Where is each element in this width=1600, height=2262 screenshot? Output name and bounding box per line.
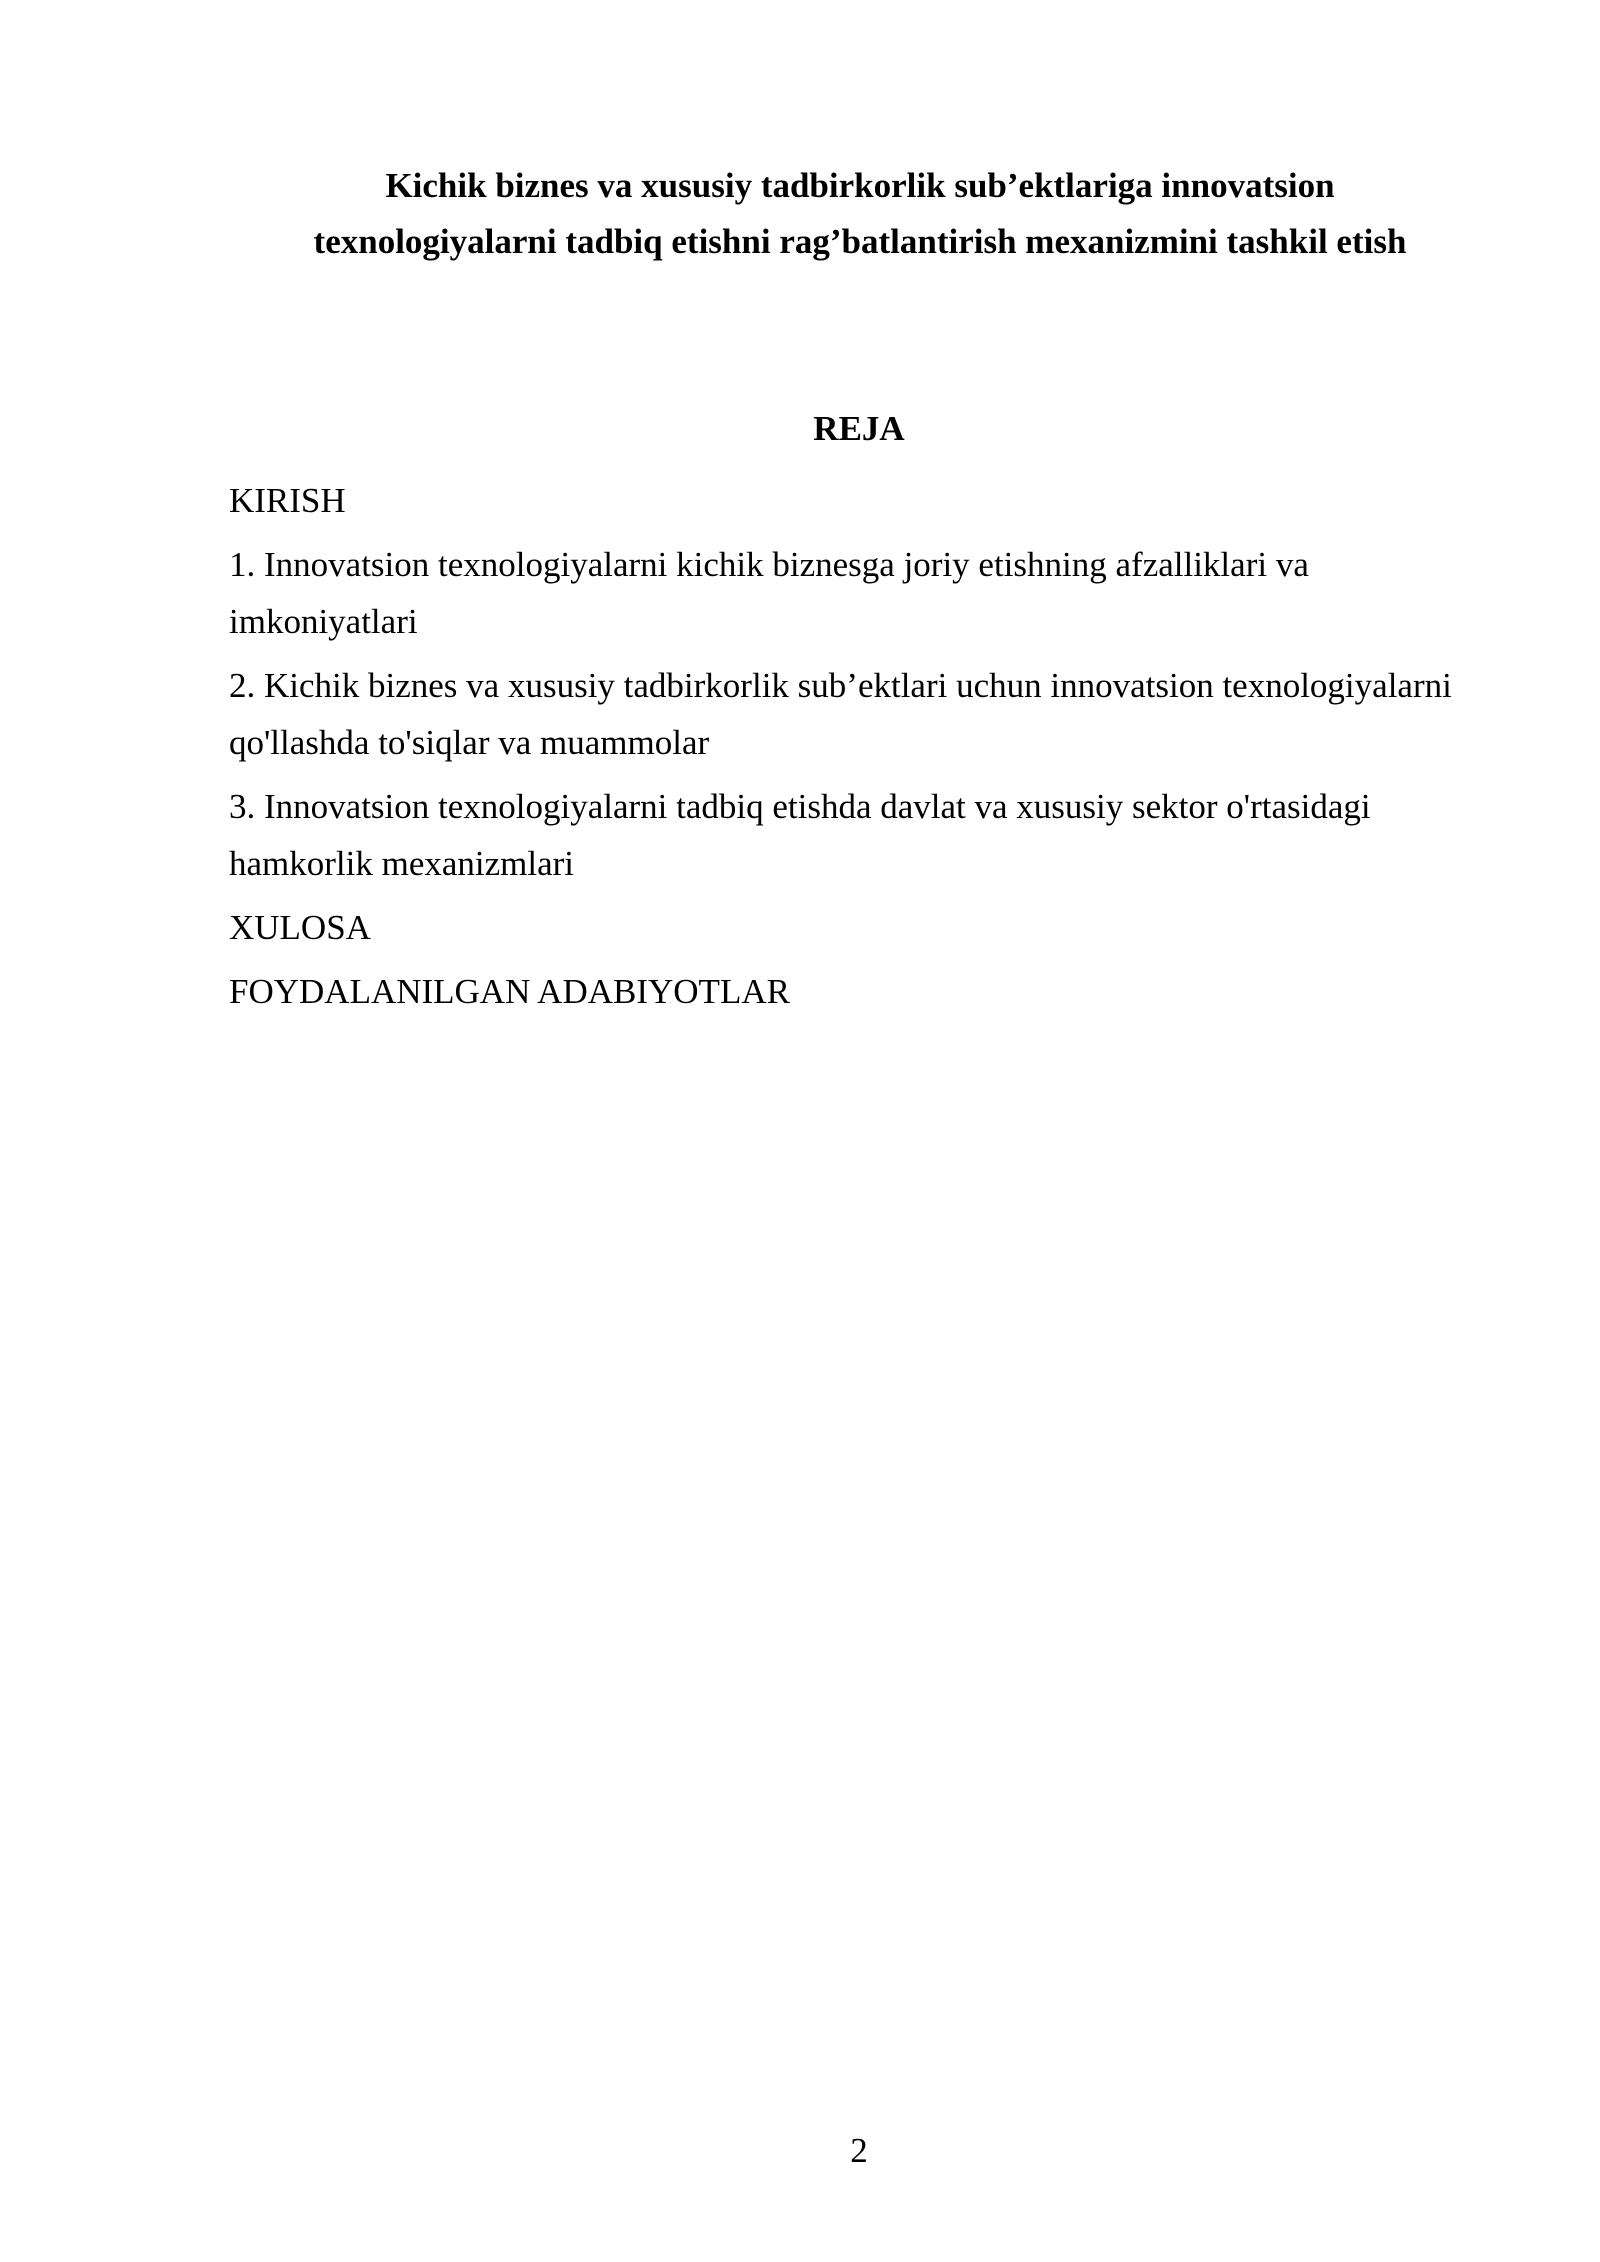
plan-item-3: 3. Innovatsion texnologiyalarni tadbiq etishda davlat va xususiy sektor o'rtasidagi hamkorlik mexanizmlari <box>229 787 1371 883</box>
title-line-1: Kichik biznes va xususiy tadbirkorlik sub’ektlariga innovatsion <box>385 166 1335 205</box>
plan-item-2: 2. Kichik biznes va xususiy tadbirkorlik sub’ektlari uchun innovatsion texnologiyalarni qo'llashda to'siqlar va muammolar <box>229 666 1452 762</box>
title-line-2: texnologiyalarni tadbiq etishni rag’batlantirish mexanizmini tashkil etish <box>313 222 1407 261</box>
plan-list <box>229 472 1479 1027</box>
plan-item-references: FOYDALANILGAN ADABIYOTLAR <box>229 972 790 1011</box>
plan-item-introduction: KIRISH <box>229 481 346 520</box>
plan-heading: REJA <box>813 409 905 448</box>
plan-item-1: 1. Innovatsion texnologiyalarni kichik biznesga joriy etishning afzalliklari va imkoniyatlari <box>229 545 1309 641</box>
page-number: 2 <box>850 2131 868 2170</box>
document-title <box>230 158 1490 270</box>
plan-item-conclusion: XULOSA <box>229 908 371 947</box>
